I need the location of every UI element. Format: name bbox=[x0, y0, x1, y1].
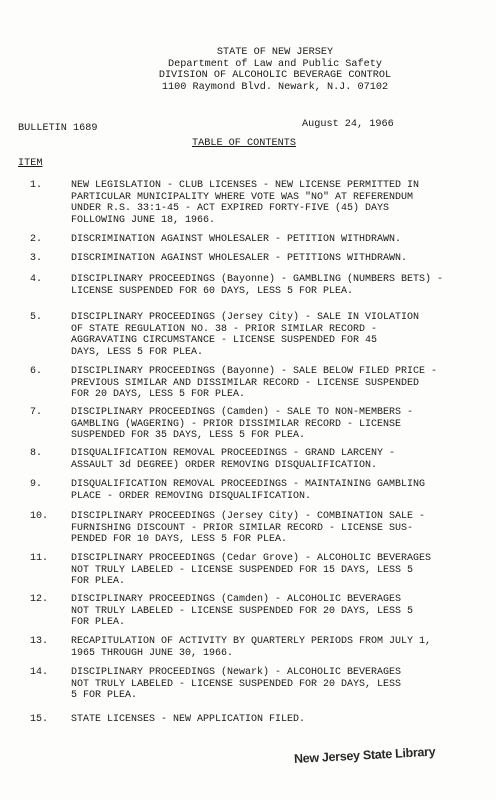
bulletin-date: August 24, 1966 bbox=[302, 119, 394, 130]
toc-entry-number: 13. bbox=[30, 636, 49, 647]
toc-entry-text: DISCIPLINARY PROCEEDINGS (Camden) - SALE TO NON-MEMBERS - GAMBLING (WAGERING) - PRIOR DISSIMILAR RECORD - LICENSE SUSPENDED FOR 35 DAYS, LESS 5 FOR PLEA. bbox=[71, 407, 414, 442]
letterhead-department: Department of Law and Public Safety bbox=[168, 58, 382, 70]
toc-entry-text: DISCIPLINARY PROCEEDINGS (Jersey City) - COMBINATION SALE - FURNISHING DISCOUNT - PRIOR SIMILAR RECORD - LICENSE SUS- PENDED FOR 10 DAYS, LESS 5 FOR PLEA. bbox=[71, 511, 426, 546]
toc-entry-text: DISCIPLINARY PROCEEDINGS (Cedar Grove) - ALCOHOLIC BEVERAGES NOT TRULY LABELED - LICENSE SUSPENDED FOR 15 DAYS, LESS 5 FOR PLEA. bbox=[71, 553, 432, 588]
toc-entry-number: 14. bbox=[30, 667, 49, 678]
toc-entry-text: DISCRIMINATION AGAINST WHOLESALER - PETITION WITHDRAWN. bbox=[71, 234, 402, 245]
toc-entry-text: DISCIPLINARY PROCEEDINGS (Camden) - ALCOHOLIC BEVERAGES NOT TRULY LABELED - LICENSE SUSPENDED FOR 20 DAYS, LESS 5 FOR PLEA. bbox=[71, 594, 414, 629]
toc-entry-text: DISCIPLINARY PROCEEDINGS (Bayonne) - SALE BELOW FILED PRICE - PREVIOUS SIMILAR AND DISSIMILAR RECORD - LICENSE SUSPENDED FOR 20 DAYS, LESS 5 FOR PLEA. bbox=[71, 366, 438, 401]
toc-entry-text: DISCRIMINATION AGAINST WHOLESALER - PETITIONS WITHDRAWN. bbox=[71, 253, 408, 264]
toc-entry-text: STATE LICENSES - NEW APPLICATION FILED. bbox=[71, 714, 306, 725]
library-stamp: New Jersey State Library bbox=[293, 744, 436, 766]
toc-entry-text: DISCIPLINARY PROCEEDINGS (Jersey City) - SALE IN VIOLATION OF STATE REGULATION NO. 38 - PRIOR SIMILAR RECORD - AGGRAVATING CIRCUMSTANCE - LICENSE SUSPENDED FOR 45 DAYS, LESS 5 FOR PLEA. bbox=[71, 312, 420, 358]
toc-entry-number: 6. bbox=[30, 366, 43, 377]
toc-entry-number: 7. bbox=[30, 407, 43, 418]
toc-entry-number: 9. bbox=[30, 479, 43, 490]
toc-entry-number: 3. bbox=[30, 253, 43, 264]
item-column-label: ITEM bbox=[18, 158, 43, 169]
toc-entry-number: 15. bbox=[30, 714, 49, 725]
toc-entry-number: 5. bbox=[30, 312, 43, 323]
toc-entry-number: 10. bbox=[30, 511, 49, 522]
letterhead bbox=[0, 47, 496, 93]
letterhead-address: 1100 Raymond Blvd. Newark, N.J. 07102 bbox=[161, 81, 389, 93]
toc-entry-text: DISCIPLINARY PROCEEDINGS (Newark) - ALCOHOLIC BEVERAGES NOT TRULY LABELED - LICENSE SUSPENDED FOR 20 DAYS, LESS 5 FOR PLEA. bbox=[71, 667, 402, 702]
toc-entry-number: 2. bbox=[30, 234, 43, 245]
bulletin-number: BULLETIN 1689 bbox=[18, 123, 98, 134]
toc-entry-text: DISCIPLINARY PROCEEDINGS (Bayonne) - GAMBLING (NUMBERS BETS) - LICENSE SUSPENDED FOR 60 DAYS, LESS 5 FOR PLEA. bbox=[71, 274, 444, 297]
toc-entry-number: 12. bbox=[30, 594, 49, 605]
toc-entry-number: 8. bbox=[30, 448, 43, 459]
toc-entry-number: 4. bbox=[30, 274, 43, 285]
toc-entry-text: RECAPITULATION OF ACTIVITY BY QUARTERLY PERIODS FROM JULY 1, 1965 THROUGH JUNE 30, 1966. bbox=[71, 636, 432, 659]
toc-title: TABLE OF CONTENTS bbox=[192, 138, 296, 149]
letterhead-state: STATE OF NEW JERSEY bbox=[216, 47, 334, 58]
toc-entry-text: DISQUALIFICATION REMOVAL PROCEEDINGS - MAINTAINING GAMBLING PLACE - ORDER REMOVING DISQUALIFICATION. bbox=[71, 479, 426, 502]
toc-entry-text: DISQUALIFICATION REMOVAL PROCEEDINGS - GRAND LARCENY - ASSAULT 3d DEGREE) ORDER REMOVING DISQUALIFICATION. bbox=[71, 448, 396, 471]
toc-entry-number: 11. bbox=[30, 553, 49, 564]
letterhead-division: DIVISION OF ALCOHOLIC BEVERAGE CONTROL bbox=[158, 70, 392, 81]
toc-entry-number: 1. bbox=[30, 180, 43, 191]
toc-entry-text: NEW LEGISLATION - CLUB LICENSES - NEW LICENSE PERMITTED IN PARTICULAR MUNICIPALITY WHERE VOTE WAS "NO" AT REFERENDUM UNDER R.S. 33:1-45 - ACT EXPIRED FORTY-FIVE (45) DAYS FOLLOWING JUNE 18, 1966. bbox=[71, 180, 420, 226]
